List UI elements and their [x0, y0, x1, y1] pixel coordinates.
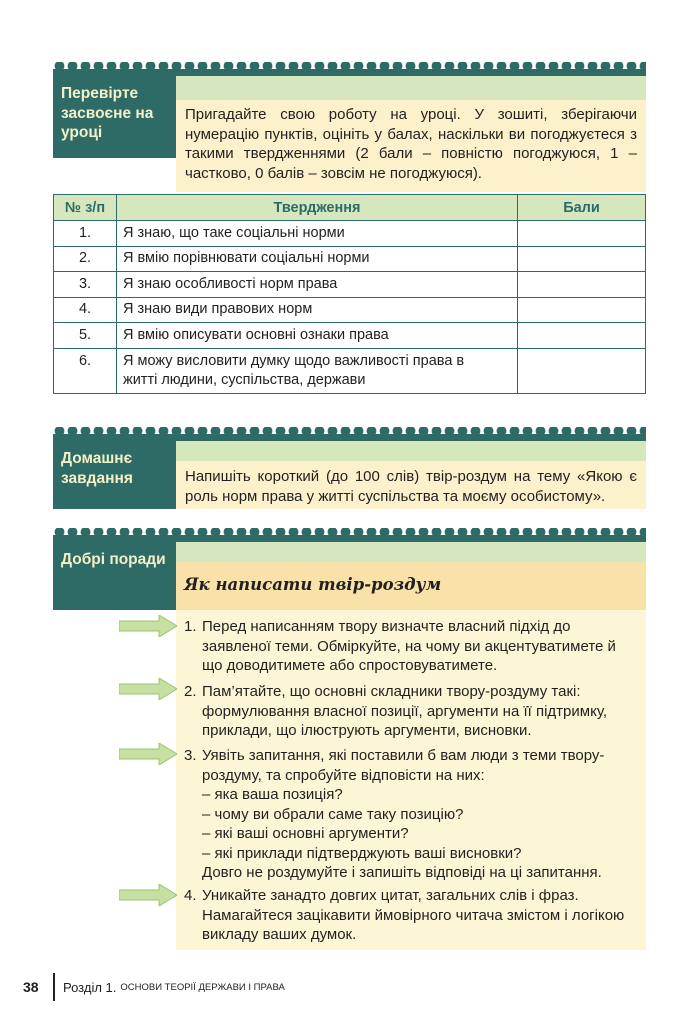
arrow-right-icon: [119, 743, 177, 765]
row-points-cell[interactable]: [518, 246, 646, 272]
row-statement: Я вмію порівнювати соціальні норми: [117, 246, 518, 272]
tip-text: Уявіть запитання, які поставили б вам люди з теми твору-роздуму, та спробуйте відповісти на них: – яка ваша позиція? – чому ви обрали саме таку позицію? – які ваші основні аргументи? – які приклади підтверджують ваші висновки? Довго не роздумуйте і запишіть відповіді на ці запитання.: [202, 747, 605, 881]
tips-subtitle: Як написати твір-роздум: [184, 575, 442, 594]
row-number: 1.: [54, 221, 117, 247]
column-header-statement: Твердження: [117, 195, 518, 221]
tip-number: 1.: [184, 618, 197, 635]
footer-divider: [53, 973, 55, 1001]
homework-title: Домашнє завдання: [53, 441, 176, 509]
section-band: [176, 76, 646, 100]
section-band: [176, 441, 646, 461]
row-number: 2.: [54, 246, 117, 272]
row-statement: Я знаю особливості норм права: [117, 272, 518, 298]
self-assessment-table: [53, 194, 646, 394]
arrow-right-icon: [119, 678, 177, 700]
row-points-cell[interactable]: [518, 297, 646, 323]
tip-number: 3.: [184, 747, 197, 764]
row-points-cell[interactable]: [518, 221, 646, 247]
section-border-scallop: [53, 528, 646, 542]
table-row: [54, 221, 646, 247]
row-statement: Я знаю, що таке соціальні норми: [117, 221, 518, 247]
table-row: [54, 246, 646, 272]
arrow-right-icon: [119, 615, 177, 637]
row-number: 6.: [54, 348, 117, 393]
column-header-number: № з/п: [54, 195, 117, 221]
row-statement: Я знаю види правових норм: [117, 297, 518, 323]
row-statement: Я вмію описувати основні ознаки права: [117, 323, 518, 349]
tip-text: Уникайте занадто довгих цитат, загальних слів і фраз. Намагайтеся зацікавити ймовірного читача змістом і логікою викладу ваших думок.: [202, 887, 625, 943]
self-check-title: Перевірте засвоєне на уроці: [53, 76, 176, 158]
row-number: 4.: [54, 297, 117, 323]
row-points-cell[interactable]: [518, 348, 646, 393]
row-number: 5.: [54, 323, 117, 349]
section-band: [176, 542, 646, 562]
list-item: [184, 682, 636, 741]
tip-number: 4.: [184, 887, 197, 904]
table-row: [54, 297, 646, 323]
tip-text: Пам’ятайте, що основні складники твору-роздуму такі: формулювання власної позиції, аргументи на її підтримку, приклади, що ілюструють аргументи, висновки.: [202, 683, 607, 739]
table-row: [54, 272, 646, 298]
homework-text: Напишіть короткий (до 100 слів) твір-роздум на тему «Якою є роль норм права у житті суспільства та моєму особистому».: [185, 468, 637, 505]
section-border-scallop: [53, 427, 646, 441]
arrow-right-icon: [119, 884, 177, 906]
tip-text: Перед написанням твору визначте власний підхід до заявленої теми. Обміркуйте, на чому ви акцентуватимете й що доводитимете або спростовуватимете.: [202, 618, 616, 674]
column-header-points: Бали: [518, 195, 646, 221]
table-header-row: [54, 195, 646, 221]
page-footer: [23, 974, 285, 1000]
tips-title: Добрі поради: [53, 542, 176, 610]
list-item: [184, 886, 636, 945]
table-row: [54, 323, 646, 349]
section-label: Розділ 1.: [63, 979, 117, 995]
table-row: [54, 348, 646, 393]
row-points-cell[interactable]: [518, 323, 646, 349]
tip-number: 2.: [184, 683, 197, 700]
row-points-cell[interactable]: [518, 272, 646, 298]
self-check-text: Пригадайте свою роботу на уроці. У зошиті, зберігаючи нумерацію пунктів, оцініть у балах, наскільки ви погоджуєтеся з такими твердженнями (2 бали – повністю погоджуюся, 1 – частково, 0 балів – зовсім не погоджуюся).: [185, 106, 637, 182]
row-number: 3.: [54, 272, 117, 298]
section-border-scallop: [53, 62, 646, 76]
page-number: 38: [23, 979, 39, 995]
section-name: ОСНОВИ ТЕОРІЇ ДЕРЖАВИ І ПРАВА: [120, 981, 285, 993]
list-item: [184, 746, 636, 883]
list-item: [184, 617, 636, 676]
row-statement: Я можу висловити думку щодо важливості права в житті людини, суспільства, держави: [117, 348, 518, 393]
